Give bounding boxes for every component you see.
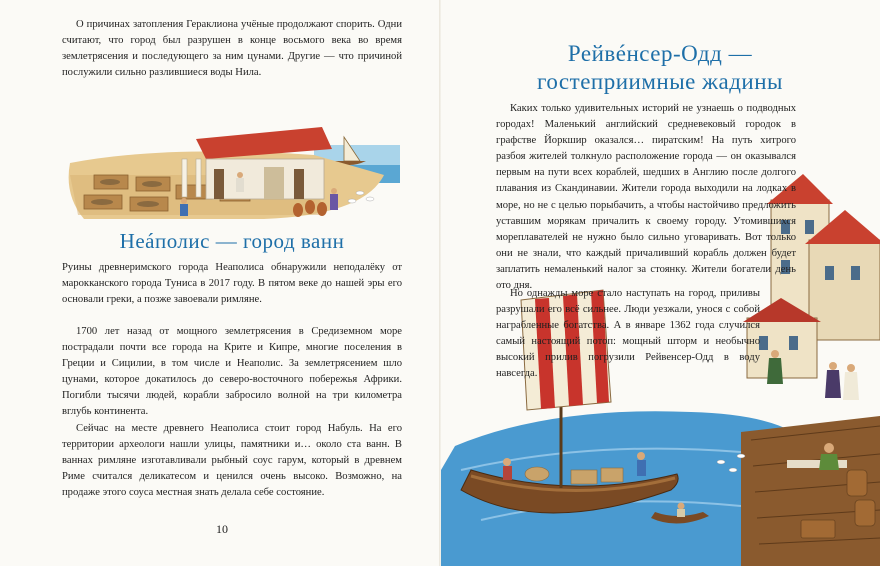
ravenser-odd-heading-line-2: гостеприимные жадины <box>537 69 783 94</box>
neapolis-paragraph-3: Сейчас на месте древнего Неаполиса стоит город Набуль. На его территории археологи нашли улицы, памятники и… около ста ванн. В ваннах римляне изготавливали рыбный соус гарум, который в древнем Риме считался деликатесом и ценился очень высоко. Возможно, на продаже этого соуса местная знать делала себе состояние. <box>62 423 402 499</box>
page-number: 10 <box>216 522 228 536</box>
ravenser-odd-paragraph-1: Каких только удивительных историй не узнаешь о подводных городах! Маленький английский средневековый городок в графстве Йоркшир оказался… пиратским! На путь хитрого разбоя жителей толкнуло расположение города — он оказывался первым на пути всех кораблей, шедших в Англию после долгого плавания из Скандинавии. Жители города выходили на лодках в море, но не с целью порыбачить, а чтобы настойчиво предложить уставшим морякам причалить к своему городу. Утомившихся мореплавателей не нужно было сильно уговаривать. Вот только они не знали, что каждый причаливший корабль должен будет заплатить немаленький налог за стоянку. Жители богатели день ото дня. <box>496 103 796 292</box>
ravenser-odd-heading-line-1: Рейвéнсер-Одд — <box>567 41 753 66</box>
ravenser-odd-paragraph-2: Но однажды море стало наступать на город, приливы разрушали его всё сильнее. Люди уезжали, унося с собой награбленные богатства. А в январе 1362 года случился самый настоящий потоп: мощный шторм и необычно высокий прилив погрузили Рейвенсер-Одд в воду навсегда. <box>496 288 760 380</box>
neapolis-baths-illustration <box>64 115 400 223</box>
neapolis-paragraph-2: 1700 лет назад от мощного землетрясения в Средиземном море пострадали почти все города на Крите и Кипре, многие поселения в Греции и Сицилии, в том числе и Неаполис. За землетрясением шло цунами, которое докатилось до северо-восточного побережья Африки. Погибли тысячи людей, корабли забросило волной на три километра вглубь континента. <box>62 326 402 418</box>
neapolis-paragraph-1: Руины древнеримского города Неаполиса обнаружили неподалёку от марокканского города Туниса в 2017 году. В пятом веке до нашей эры его основали греки, а позже завоевали римляне. <box>62 262 402 306</box>
neapolis-heading: Неáполис — город ванн <box>119 229 345 253</box>
intro-paragraph: О причинах затопления Гераклиона учёные продолжают спорить. Одни считают, что город был разрушен в конце восьмого века во время землетрясения и последующего за ним цунами. Другие — что причиной послужили сильно разлившиеся воды Нила. <box>62 19 402 79</box>
